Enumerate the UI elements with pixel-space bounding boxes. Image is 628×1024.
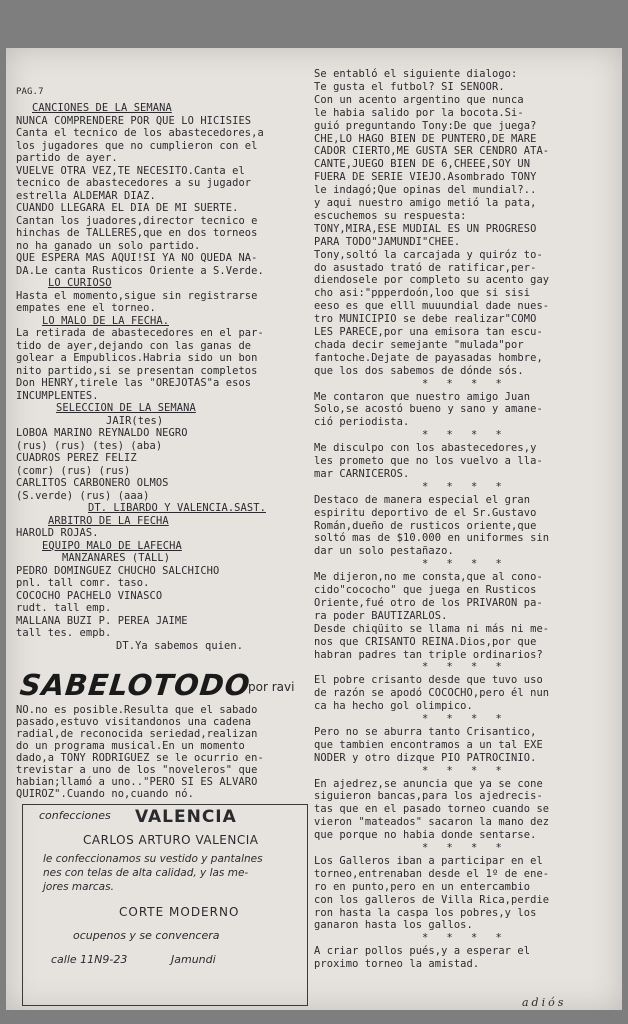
right-text-line: torneo,entrenaban desde el 1º de ene- <box>314 867 550 880</box>
page-number: PAG.7 <box>16 87 44 97</box>
left-text-line: DT. LIBARDO Y VALENCIA.SAST. <box>88 502 266 514</box>
right-text-line: * * * * <box>422 842 508 854</box>
right-text-line: eeso es que elll muuundial dade nues- <box>314 300 550 313</box>
left-text-line: NO.no es posible.Resulta que el sabado <box>16 704 258 716</box>
right-text-line: que los dos sabemos de dónde sós. <box>314 364 524 377</box>
right-text-line: * * * * <box>422 661 508 674</box>
right-text-line: Oriente,fué otro de los PRIVARON pa- <box>314 596 543 609</box>
right-text-line: mar CARNICEROS. <box>314 467 410 480</box>
valencia-advertisement <box>22 804 308 1006</box>
right-text-line: A criar pollos pués,y a esperar el <box>314 945 531 958</box>
right-text-line: vieron "mateados" sacaron la mano dez <box>314 816 550 829</box>
left-text-line: EQUIPO MALO DE LAFECHA <box>42 539 182 552</box>
right-text-line: tas que en el pasado torneo cuando se <box>314 803 550 816</box>
left-text-line: INCUMPLENTES. <box>16 389 99 402</box>
right-text-line: ganaron hasta los gallos. <box>314 919 473 932</box>
right-text-line: le habia salido por la bocota.Si- <box>314 106 524 119</box>
ad-text-2: nes con telas de alta calidad, y las me- <box>43 867 249 879</box>
right-text-line: El pobre crisanto desde que tuvo uso <box>314 674 543 687</box>
left-text-line: radial,de reconocida seriedad,realizan <box>16 728 258 740</box>
right-text-line: guió preguntando Tony:De que juega? <box>314 119 537 132</box>
ad-name: VALENCIA <box>135 807 237 827</box>
right-text-line: Se entabló el siguiente dialogo: <box>314 68 518 80</box>
right-text-line: * * * * <box>422 932 508 945</box>
left-text-line: pasado,estuvo visitandonos una cadena <box>16 716 252 728</box>
left-text-line: SELECCION DE LA SEMANA <box>56 402 196 414</box>
left-text-line: MALLANA BUZI P. PEREA JAIME <box>16 614 188 627</box>
right-text-line: Te gusta el futbol? SI SEÑOOR. <box>314 80 505 93</box>
right-text-line: fantoche.Dejate de payasadas hombre, <box>314 351 543 364</box>
left-text-line: DA.Le canta Rusticos Oriente a S.Verde. <box>16 264 264 277</box>
right-text-line: Tony,soltó la carcajada y quiróz to- <box>314 248 543 261</box>
left-text-line: Don HENRY,tirele las "OREJOTAS"a esos <box>16 377 252 389</box>
left-text-line: QUE ESPERA MAS AQUI!SI YA NO QUEDA NA- <box>16 252 258 264</box>
right-text-line: FUERA DE SERIE VIEJO.Asombrado TONY <box>314 171 537 184</box>
right-text-line: * * * * <box>422 377 508 390</box>
left-text-line: tall tes. empb. <box>16 627 112 639</box>
left-text-line: tido de ayer,dejando con las ganas de <box>16 339 252 352</box>
right-text-line: dar un solo pestañazo. <box>314 545 454 558</box>
ad-tag: confecciones <box>39 809 111 822</box>
right-text-line: cho asi:"ppperdoón,loo que si sisi <box>314 287 531 300</box>
right-text-line: * * * * <box>422 764 508 777</box>
left-text-line: PEDRO DOMINGUEZ CHUCHO SALCHICHO <box>16 564 220 577</box>
right-text-line: con los galleros de Villa Rica,perdie <box>314 893 550 906</box>
right-text-line: les prometo que no los vuelvo a lla- <box>314 455 543 467</box>
right-text-line: * * * * <box>422 713 508 725</box>
left-text-line: CUANDO LLEGARA EL DIA DE MI SUERTE. <box>16 202 239 214</box>
right-text-line: soltó mas de $10.000 en uniformes sin <box>314 532 550 545</box>
left-text-line: pnl. tall comr. taso. <box>16 577 150 589</box>
brand-byline: por ravi <box>248 680 295 694</box>
right-text-line: PARA TODO"JAMUNDI"CHEE. <box>314 235 461 248</box>
left-text-line: no ha ganado un solo partido. <box>16 239 201 252</box>
left-text-line: QUIROZ".Cuando no,cuando nó. <box>16 788 194 800</box>
right-text-line: CANTE,JUEGO BIEN DE 6,CHEEE,SOY UN <box>314 158 531 171</box>
ad-text-1: le confeccionamos su vestido y pantalnes <box>43 853 263 865</box>
right-text-line: ron hasta la caspa los pobres,y los <box>314 906 537 919</box>
right-text-line: siguieron bancas,para los ajedrecis- <box>314 790 543 803</box>
right-text-line: espiritu deportivo de el Sr.Gustavo <box>314 506 537 519</box>
right-text-line: cido"cococho" que juega en Rusticos <box>314 584 537 596</box>
left-text-line: (rus) (rus) (tes) (aba) <box>16 439 163 452</box>
left-text-line: dado,a TONY RODRIGUEZ se le ocurrio en- <box>16 752 264 764</box>
right-text-line: TONY,MIRA,ESE MUDIAL ES UN PROGRESO <box>314 222 537 235</box>
right-text-line: ro en punto,pero en un entercambio <box>314 880 531 893</box>
left-text-line: VUELVE OTRA VEZ,TE NECESITO.Canta el <box>16 164 245 177</box>
left-text-line: JAIR(tes) <box>106 414 164 427</box>
right-text-line: Solo,se acostó bueno y sano y amane- <box>314 403 543 416</box>
right-text-line: Me disculpo con los abastecedores,y <box>314 442 537 455</box>
left-text-line: Cantan los juadores,director tecnico e <box>16 214 258 227</box>
left-text-line: MANZANARES (TALL) <box>62 552 171 564</box>
ad-owner: CARLOS ARTURO VALENCIA <box>83 833 259 847</box>
right-text-line: * * * * <box>422 480 508 493</box>
right-text-line: NODER y otro dizque PIO PATROCINIO. <box>314 751 537 764</box>
left-text-line: LOBOA MARINO REYNALDO NEGRO <box>16 427 188 439</box>
right-text-line: ra poder BAUTIZARLOS. <box>314 609 448 622</box>
left-text-line: estrella ALDEMAR DIAZ. <box>16 189 156 202</box>
right-text-line: y aqui nuestro amigo metió la pata, <box>314 197 537 209</box>
left-text-line: DT.Ya sabemos quien. <box>116 639 244 652</box>
right-text-line: do asustado trató de ratificar,per- <box>314 261 537 274</box>
right-text-line: ca ha hecho gol olimpico. <box>314 700 473 713</box>
right-text-line: chada decir semejante "mulada"por <box>314 338 524 351</box>
left-text-line: los jugadores que no cumplieron con el <box>16 139 258 152</box>
right-text-line: Desde chiqüito se llama ni más ni me- <box>314 622 550 635</box>
closing-signoff: adiós <box>522 996 567 1009</box>
left-text-line: (comr) (rus) (rus) <box>16 464 131 477</box>
left-text-line: NUNCA COMPRENDERE POR QUE LO HICISIES <box>16 114 252 127</box>
left-text-line: LO MALO DE LA FECHA. <box>42 314 170 327</box>
right-text-line: * * * * <box>422 429 508 442</box>
left-text-line: habian;llamó a uno.."PERO SI ES ALVARO <box>16 776 258 788</box>
left-text-line: rudt. tall emp. <box>16 602 112 614</box>
right-text-line: En ajedrez,se anuncia que ya se cone <box>314 777 543 790</box>
right-text-line: Román,dueño de rusticos oriente,que <box>314 519 537 532</box>
ad-slogan: ocupenos y se convencera <box>73 929 220 942</box>
right-text-line: * * * * <box>422 558 508 571</box>
right-text-line: de razón se apodó COCOCHO,pero él nun <box>314 687 550 700</box>
left-text-line: Canta el tecnico de los abastecedores,a <box>16 127 264 139</box>
right-text-line: Destaco de manera especial el gran <box>314 493 531 506</box>
left-text-line: La retirada de abastecedores en el par- <box>16 327 264 339</box>
right-text-line: le indagó;Que opinas del mundial?.. <box>314 184 537 197</box>
left-text-line: hinchas de TALLERES,que en dos torneos <box>16 227 258 239</box>
left-text-line: empates ene el torneo. <box>16 302 156 314</box>
right-text-line: que porque no habia donde sentarse. <box>314 829 537 842</box>
right-text-line: Los Galleros iban a participar en el <box>314 854 543 867</box>
left-text-line: Hasta el momento,sigue sin registrarse <box>16 289 258 302</box>
right-text-line: LES PARECE,por una emisora tan escu- <box>314 326 543 338</box>
right-text-line: tro MUNICIPIO se debe realizar"COMO <box>314 313 537 326</box>
left-text-line: nito partido,si se presentan completos <box>16 364 258 377</box>
right-text-line: Me contaron que nuestro amigo Juan <box>314 390 531 403</box>
ad-text-3: jores marcas. <box>43 881 114 893</box>
left-text-line: CUADROS PEREZ FELIZ <box>16 452 137 464</box>
right-text-line: nos que CRISANTO REINA.Dios,por que <box>314 635 537 648</box>
right-text-line: Con un acento argentino que nunca <box>314 93 524 106</box>
right-text-line: Me dijeron,no me consta,que al cono- <box>314 571 543 584</box>
left-text-line: COCOCHO PACHELO VINASCO <box>16 589 163 602</box>
ad-style: CORTE MODERNO <box>119 905 240 919</box>
right-text-line: ció periodista. <box>314 416 410 429</box>
right-text-line: proximo torneo la amistad. <box>314 958 480 971</box>
right-text-line: CHE,LO HAGO BIEN DE PUNTERO,DE MARE <box>314 132 537 145</box>
left-text-line: ARBITRO DE LA FECHA <box>48 514 169 527</box>
right-text-line: Pero no se aburra tanto Crisantico, <box>314 725 537 738</box>
left-text-line: partido de ayer. <box>16 152 118 164</box>
brand-title: SABELOTODO <box>18 668 253 702</box>
right-text-line: diendosele por completo su acento gay <box>314 274 550 287</box>
right-text-line: CADOR CIERTO,ME GUSTA SER CENDRO ATA- <box>314 145 550 158</box>
left-text-line: HAROLD ROJAS. <box>16 527 99 539</box>
left-text-line: CARLITOS CARBONERO OLMOS <box>16 477 169 489</box>
left-text-line: tecnico de abastecedores a su jugador <box>16 177 252 189</box>
ad-address: calle 11N9-23 <box>51 953 128 966</box>
left-text-line: LO CURIOSO <box>48 277 112 289</box>
ad-city: Jamundi <box>171 953 216 966</box>
left-text-line: CANCIONES DE LA SEMANA <box>32 102 172 114</box>
right-text-line: que tambien encontramos a un tal EXE <box>314 738 543 751</box>
left-text-line: golear a Empublicos.Habria sido un bon <box>16 352 258 364</box>
left-text-line: trevistar a uno de los "noveleros" que <box>16 764 258 776</box>
right-text-line: habran padres tan triple ordinarios? <box>314 648 543 661</box>
newspaper-page <box>6 48 622 1010</box>
right-text-line: escuchemos su respuesta: <box>314 209 467 222</box>
sabelotodo-masthead <box>12 666 302 702</box>
left-text-line: (S.verde) (rus) (aaa) <box>16 489 150 502</box>
left-text-line: do un programa musical.En un momento <box>16 740 245 752</box>
